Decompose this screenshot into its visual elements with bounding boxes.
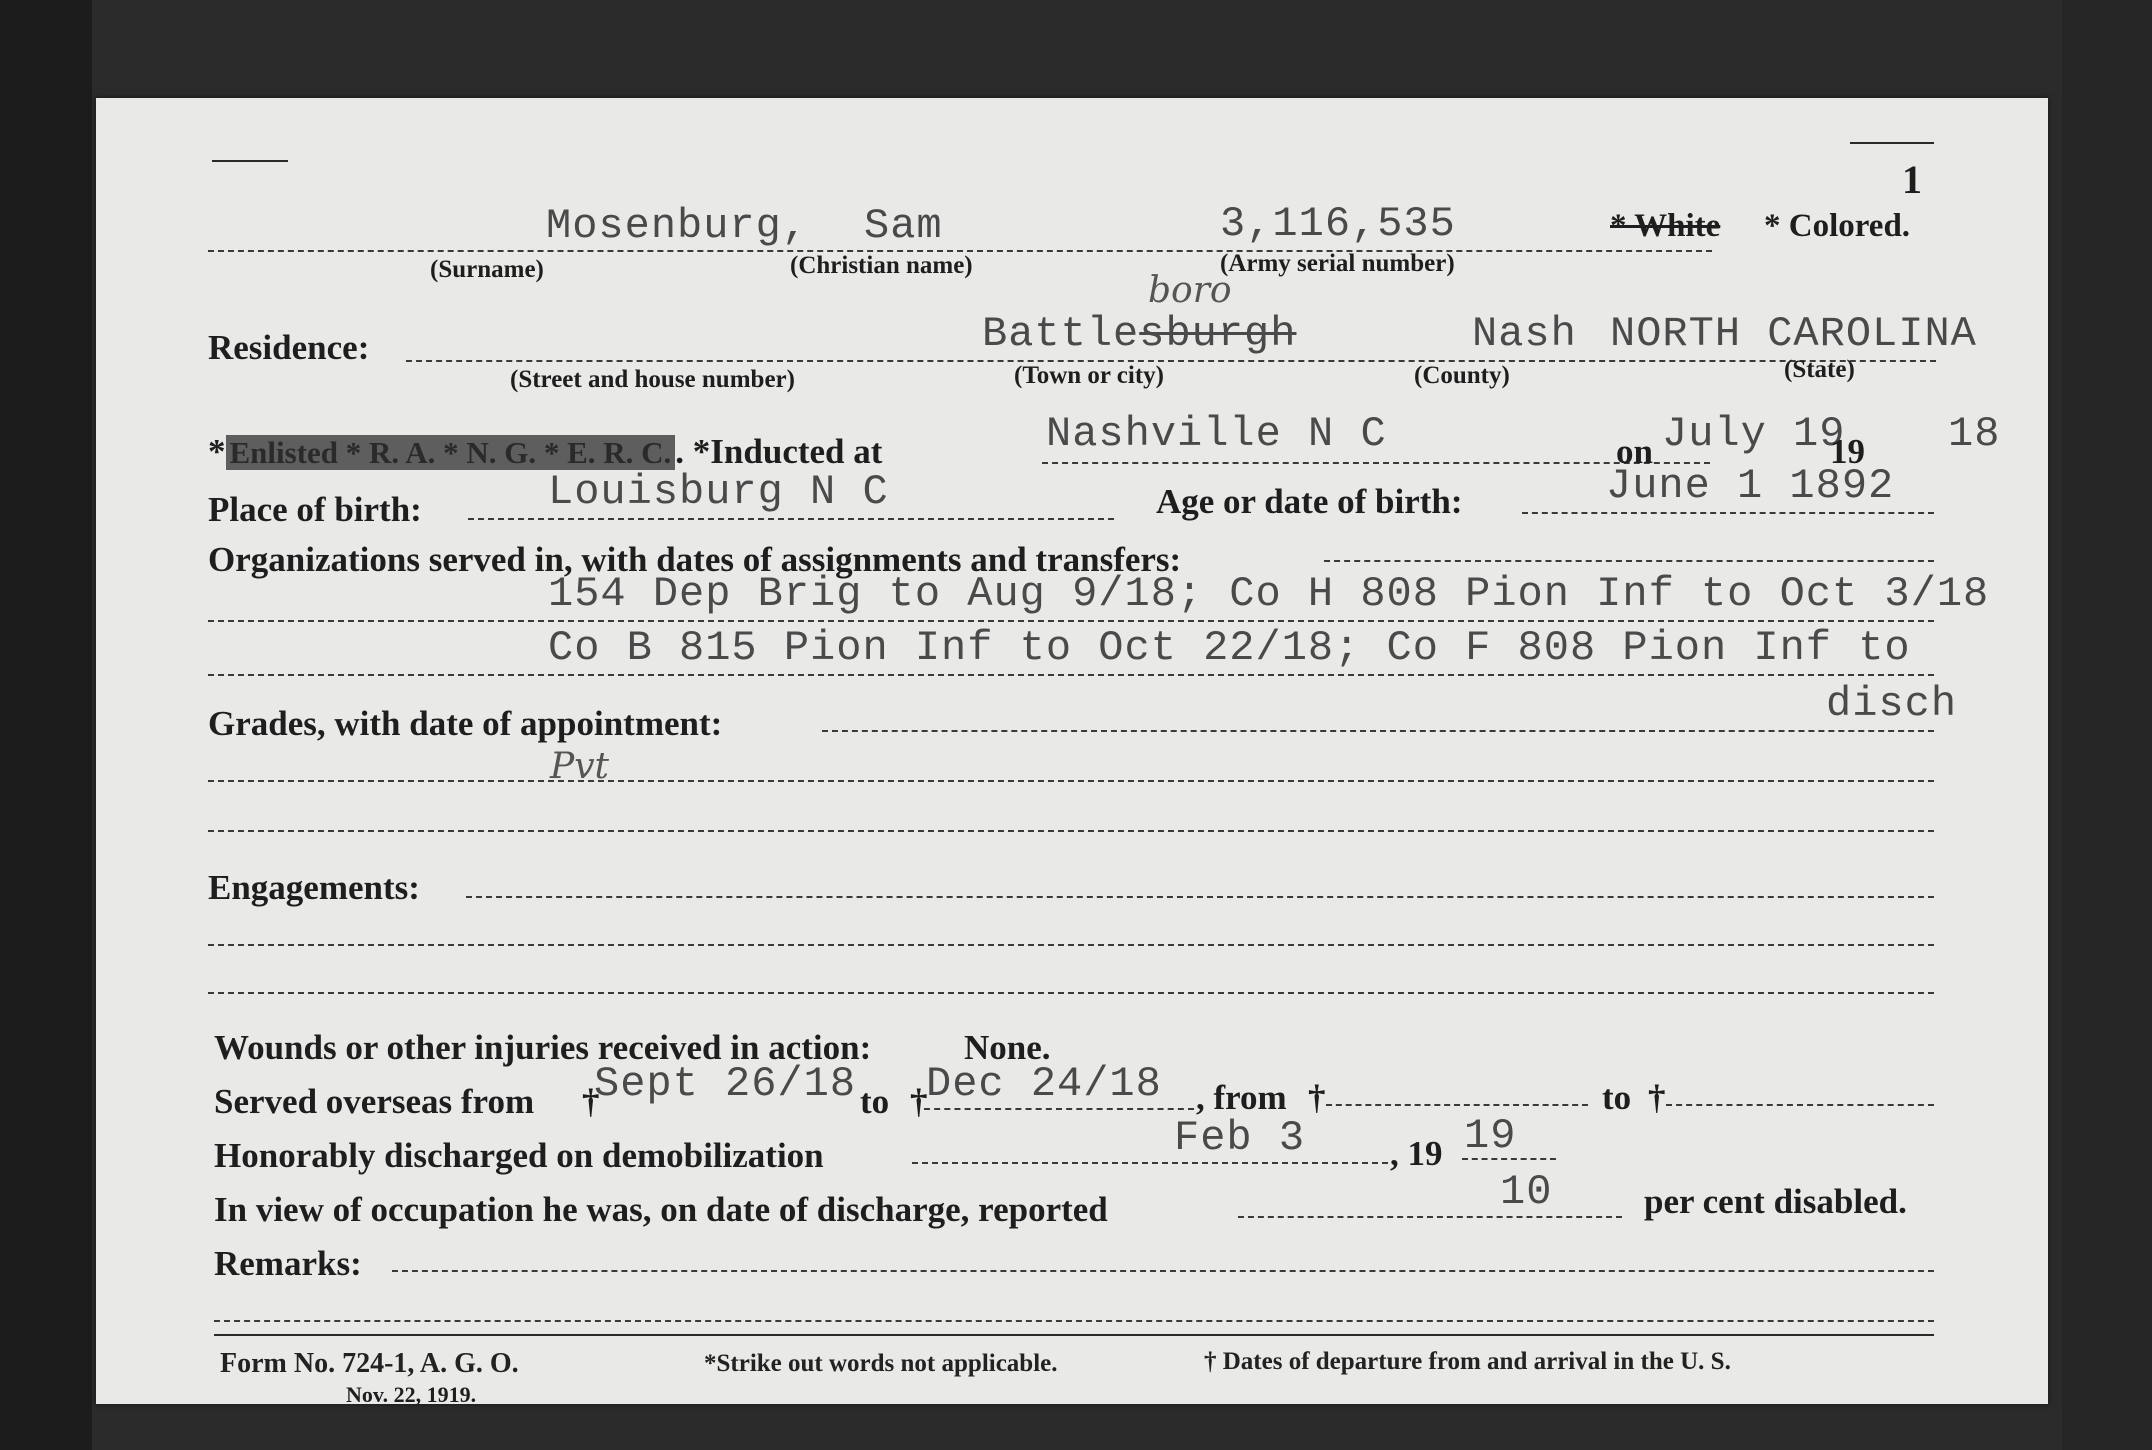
remarks-line-1 bbox=[214, 1320, 1934, 1322]
birth-date-line bbox=[1522, 512, 1934, 514]
grades-line-2 bbox=[208, 830, 1934, 832]
remarks-line-2 bbox=[214, 1334, 1934, 1336]
card-number: 1 bbox=[1902, 157, 1922, 202]
overseas-label: Served overseas from bbox=[214, 1082, 535, 1121]
form-date: Nov. 22, 1919. bbox=[346, 1382, 477, 1407]
organizations-label: Organizations served in, with dates of assignments and transfers: bbox=[208, 540, 1182, 579]
surname-value: Mosenburg, bbox=[546, 202, 809, 250]
scan-border-right bbox=[2062, 0, 2152, 1450]
engagements-label: Engagements: bbox=[208, 868, 420, 907]
strike-out-note: *Strike out words not applicable. bbox=[704, 1350, 1058, 1377]
state-value: NORTH CAROLINA bbox=[1610, 310, 1977, 358]
town-caption: (Town or city) bbox=[1014, 362, 1164, 389]
discharge-label: Honorably discharged on demobilization bbox=[214, 1136, 824, 1175]
form-number: Form No. 724-1, A. G. O. bbox=[220, 1348, 519, 1379]
organizations-line-0 bbox=[1324, 560, 1934, 562]
grade-value: Pvt bbox=[550, 746, 610, 787]
on-label: on bbox=[1616, 432, 1653, 471]
disability-label: In view of occupation he was, on date of discharge, reported bbox=[214, 1190, 1108, 1229]
wounds-label: Wounds or other injuries received in action: bbox=[214, 1028, 872, 1067]
county-value: Nash bbox=[1472, 310, 1577, 358]
serial-number-caption: (Army serial number) bbox=[1220, 250, 1455, 277]
birth-place-label: Place of birth: bbox=[208, 490, 422, 529]
discharge-year-prefix: , 19 bbox=[1390, 1134, 1443, 1173]
christian-name-caption: (Christian name) bbox=[790, 252, 973, 279]
remarks-line-0 bbox=[392, 1270, 1934, 1272]
grades-line-1 bbox=[208, 780, 1934, 782]
grades-label: Grades, with date of appointment: bbox=[208, 704, 723, 743]
birth-place-line bbox=[468, 518, 1114, 520]
overseas-from-date: Sept 26/18 bbox=[594, 1060, 857, 1108]
disability-suffix: per cent disabled. bbox=[1644, 1182, 1907, 1221]
inducted-year-value: 18 bbox=[1948, 410, 2001, 458]
discharge-date-value: Feb 3 bbox=[1174, 1114, 1306, 1162]
overseas-to-label: to bbox=[860, 1082, 890, 1121]
overseas-dagger-4: † bbox=[1648, 1078, 1666, 1117]
organizations-line-3: disch bbox=[1826, 680, 1958, 728]
christian-name-value: Sam bbox=[864, 202, 943, 250]
disability-line bbox=[1238, 1216, 1622, 1218]
overseas-to-line bbox=[924, 1108, 1194, 1110]
top-right-rule bbox=[1850, 142, 1934, 144]
overseas-dagger-3: † bbox=[1308, 1078, 1326, 1117]
dates-note: † Dates of departure from and arrival in the U. S. bbox=[1204, 1348, 1731, 1375]
state-caption: (State) bbox=[1784, 356, 1855, 383]
street-caption: (Street and house number) bbox=[510, 366, 795, 393]
engagements-line-1 bbox=[208, 944, 1934, 946]
engagements-line-2 bbox=[208, 992, 1934, 994]
discharge-year-line bbox=[1462, 1158, 1556, 1160]
county-caption: (County) bbox=[1414, 362, 1510, 389]
enlisted-struck-options: Enlisted * R. A. * N. G. * E. R. C. bbox=[226, 435, 676, 470]
remarks-label: Remarks: bbox=[214, 1244, 362, 1283]
organizations-line-1: 154 Dep Brig to Aug 9/18; Co H 808 Pion Inf to Oct 3/18 bbox=[548, 570, 1990, 618]
service-record-card bbox=[96, 98, 2048, 1407]
grades-line-0 bbox=[822, 730, 1934, 732]
colored-option: * Colored. bbox=[1764, 208, 1911, 244]
residence-line bbox=[406, 360, 1936, 362]
white-option: * White bbox=[1610, 208, 1721, 244]
serial-number-value: 3,116,535 bbox=[1220, 200, 1456, 248]
overseas-dagger-2: † bbox=[910, 1082, 928, 1121]
overseas-from2-line bbox=[1326, 1104, 1588, 1106]
enlistment-line: * Enlisted * R. A. * N. G. * E. R. C. . *Inducted at bbox=[208, 432, 883, 471]
inducted-place-value: Nashville N C bbox=[1046, 410, 1387, 458]
organizations-line-2: Co B 815 Pion Inf to Oct 22/18; Co F 808 Pion Inf to bbox=[548, 624, 1911, 672]
discharge-year-value: 19 bbox=[1464, 1112, 1517, 1160]
overseas-from2-label: , from bbox=[1196, 1078, 1287, 1117]
overseas-to2-label: to bbox=[1602, 1078, 1632, 1117]
organizations-rule-1 bbox=[208, 620, 1934, 622]
organizations-rule-2 bbox=[208, 674, 1934, 676]
engagements-line-0 bbox=[466, 896, 1934, 898]
inducted-year-prefix: 19 bbox=[1830, 432, 1865, 471]
birth-date-label: Age or date of birth: bbox=[1156, 482, 1463, 521]
surname-caption: (Surname) bbox=[430, 256, 544, 283]
overseas-to2-line bbox=[1666, 1104, 1934, 1106]
overseas-to-date: Dec 24/18 bbox=[926, 1060, 1162, 1108]
top-left-rule bbox=[212, 160, 288, 162]
disability-percent-value: 10 bbox=[1500, 1168, 1553, 1216]
discharge-date-line bbox=[912, 1162, 1388, 1164]
birth-date-value: June 1 1892 bbox=[1606, 462, 1895, 510]
scan-border-left bbox=[0, 0, 92, 1450]
town-correction: boro bbox=[1148, 270, 1232, 311]
birth-place-value: Louisburg N C bbox=[548, 468, 889, 516]
inducted-date-value: July 19 bbox=[1662, 410, 1846, 458]
residence-label: Residence: bbox=[208, 328, 370, 367]
overseas-dagger-1: † bbox=[582, 1082, 600, 1121]
wounds-value: None. bbox=[964, 1028, 1051, 1067]
town-value: Battlesburgh bbox=[982, 310, 1297, 358]
